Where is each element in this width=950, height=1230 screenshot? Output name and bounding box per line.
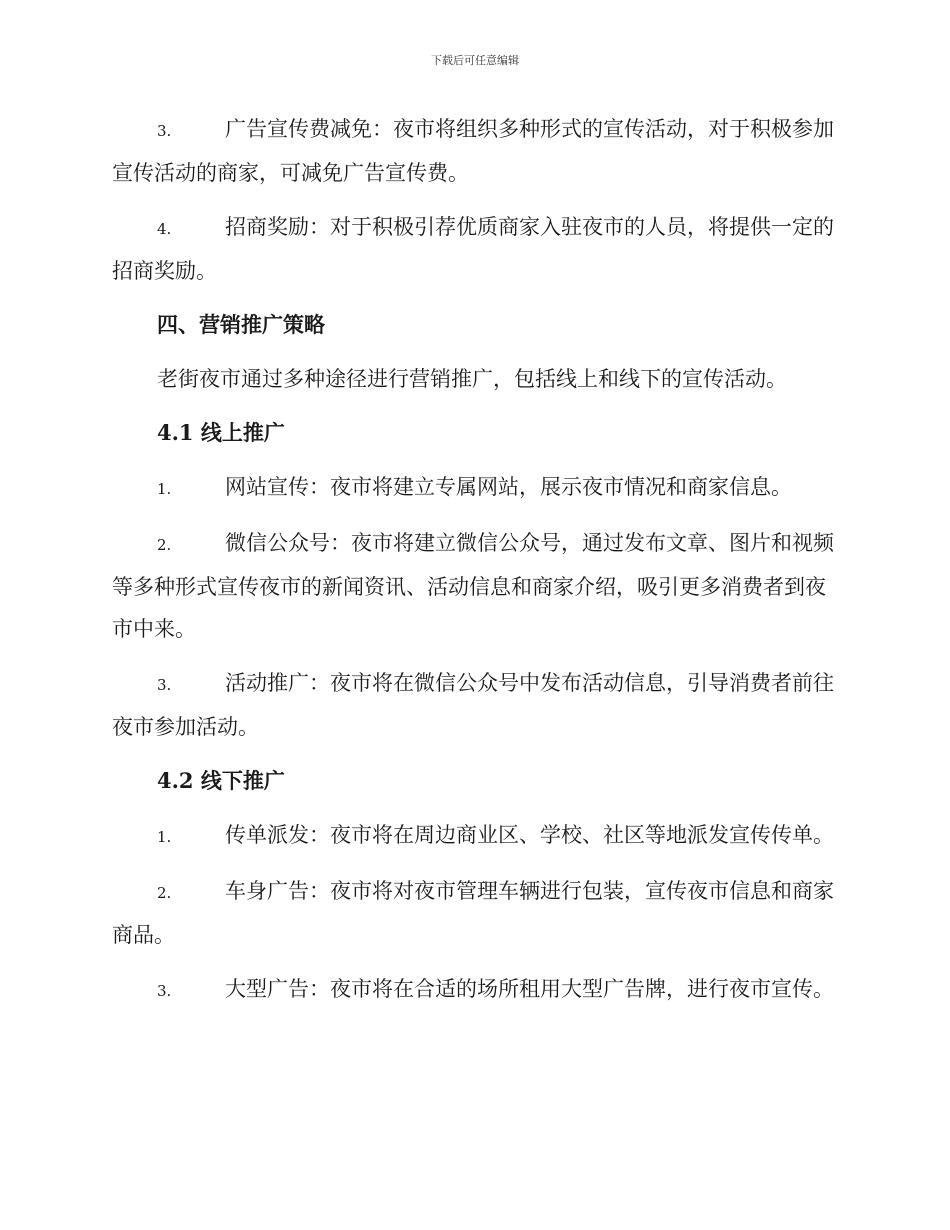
section-heading: 四、营销推广策略 xyxy=(157,312,325,337)
document-body xyxy=(112,108,834,1024)
list-item-number: 2. xyxy=(157,536,172,554)
list-item xyxy=(112,206,834,292)
list-item-number: 4. xyxy=(157,220,172,238)
list-item xyxy=(112,466,834,510)
subsection-heading: 4.2 线下推广 xyxy=(157,768,285,793)
list-item-text: 传单派发：夜市将在周边商业区、学校、社区等地派发宣传传单。 xyxy=(225,823,834,847)
page-header: 下载后可任意编辑 xyxy=(431,54,519,67)
list-item xyxy=(112,522,834,650)
list-item-number: 2. xyxy=(157,884,172,902)
list-item-number: 3. xyxy=(157,982,172,1000)
list-item xyxy=(112,870,834,956)
list-item-text: 车身广告：夜市将对夜市管理车辆进行包装，宣传夜市信息和商家商品。 xyxy=(112,879,834,947)
list-item xyxy=(112,108,834,194)
list-item-text: 广告宣传费减免：夜市将组织多种形式的宣传活动，对于积极参加宣传活动的商家，可减免广告宣传费。 xyxy=(112,117,834,185)
paragraph: 老街夜市通过多种途径进行营销推广，包括线上和线下的宣传活动。 xyxy=(157,367,787,391)
list-item xyxy=(112,968,834,1012)
list-item xyxy=(112,814,834,858)
list-item-text: 大型广告：夜市将在合适的场所租用大型广告牌，进行夜市宣传。 xyxy=(225,977,834,1001)
list-item-number: 3. xyxy=(157,676,172,694)
list-item xyxy=(112,662,834,748)
list-item-text: 活动推广：夜市将在微信公众号中发布活动信息，引导消费者前往夜市参加活动。 xyxy=(112,671,834,739)
list-item-number: 3. xyxy=(157,122,172,140)
list-item-text: 网站宣传：夜市将建立专属网站，展示夜市情况和商家信息。 xyxy=(225,475,792,499)
subsection-heading: 4.1 线上推广 xyxy=(157,420,285,445)
list-item-text: 招商奖励：对于积极引荐优质商家入驻夜市的人员，将提供一定的招商奖励。 xyxy=(112,215,834,283)
list-item-number: 1. xyxy=(157,828,172,846)
list-item-text: 微信公众号：夜市将建立微信公众号，通过发布文章、图片和视频等多种形式宣传夜市的新闻资讯、活动信息和商家介绍，吸引更多消费者到夜市中来。 xyxy=(112,531,834,641)
list-item-number: 1. xyxy=(157,480,172,498)
